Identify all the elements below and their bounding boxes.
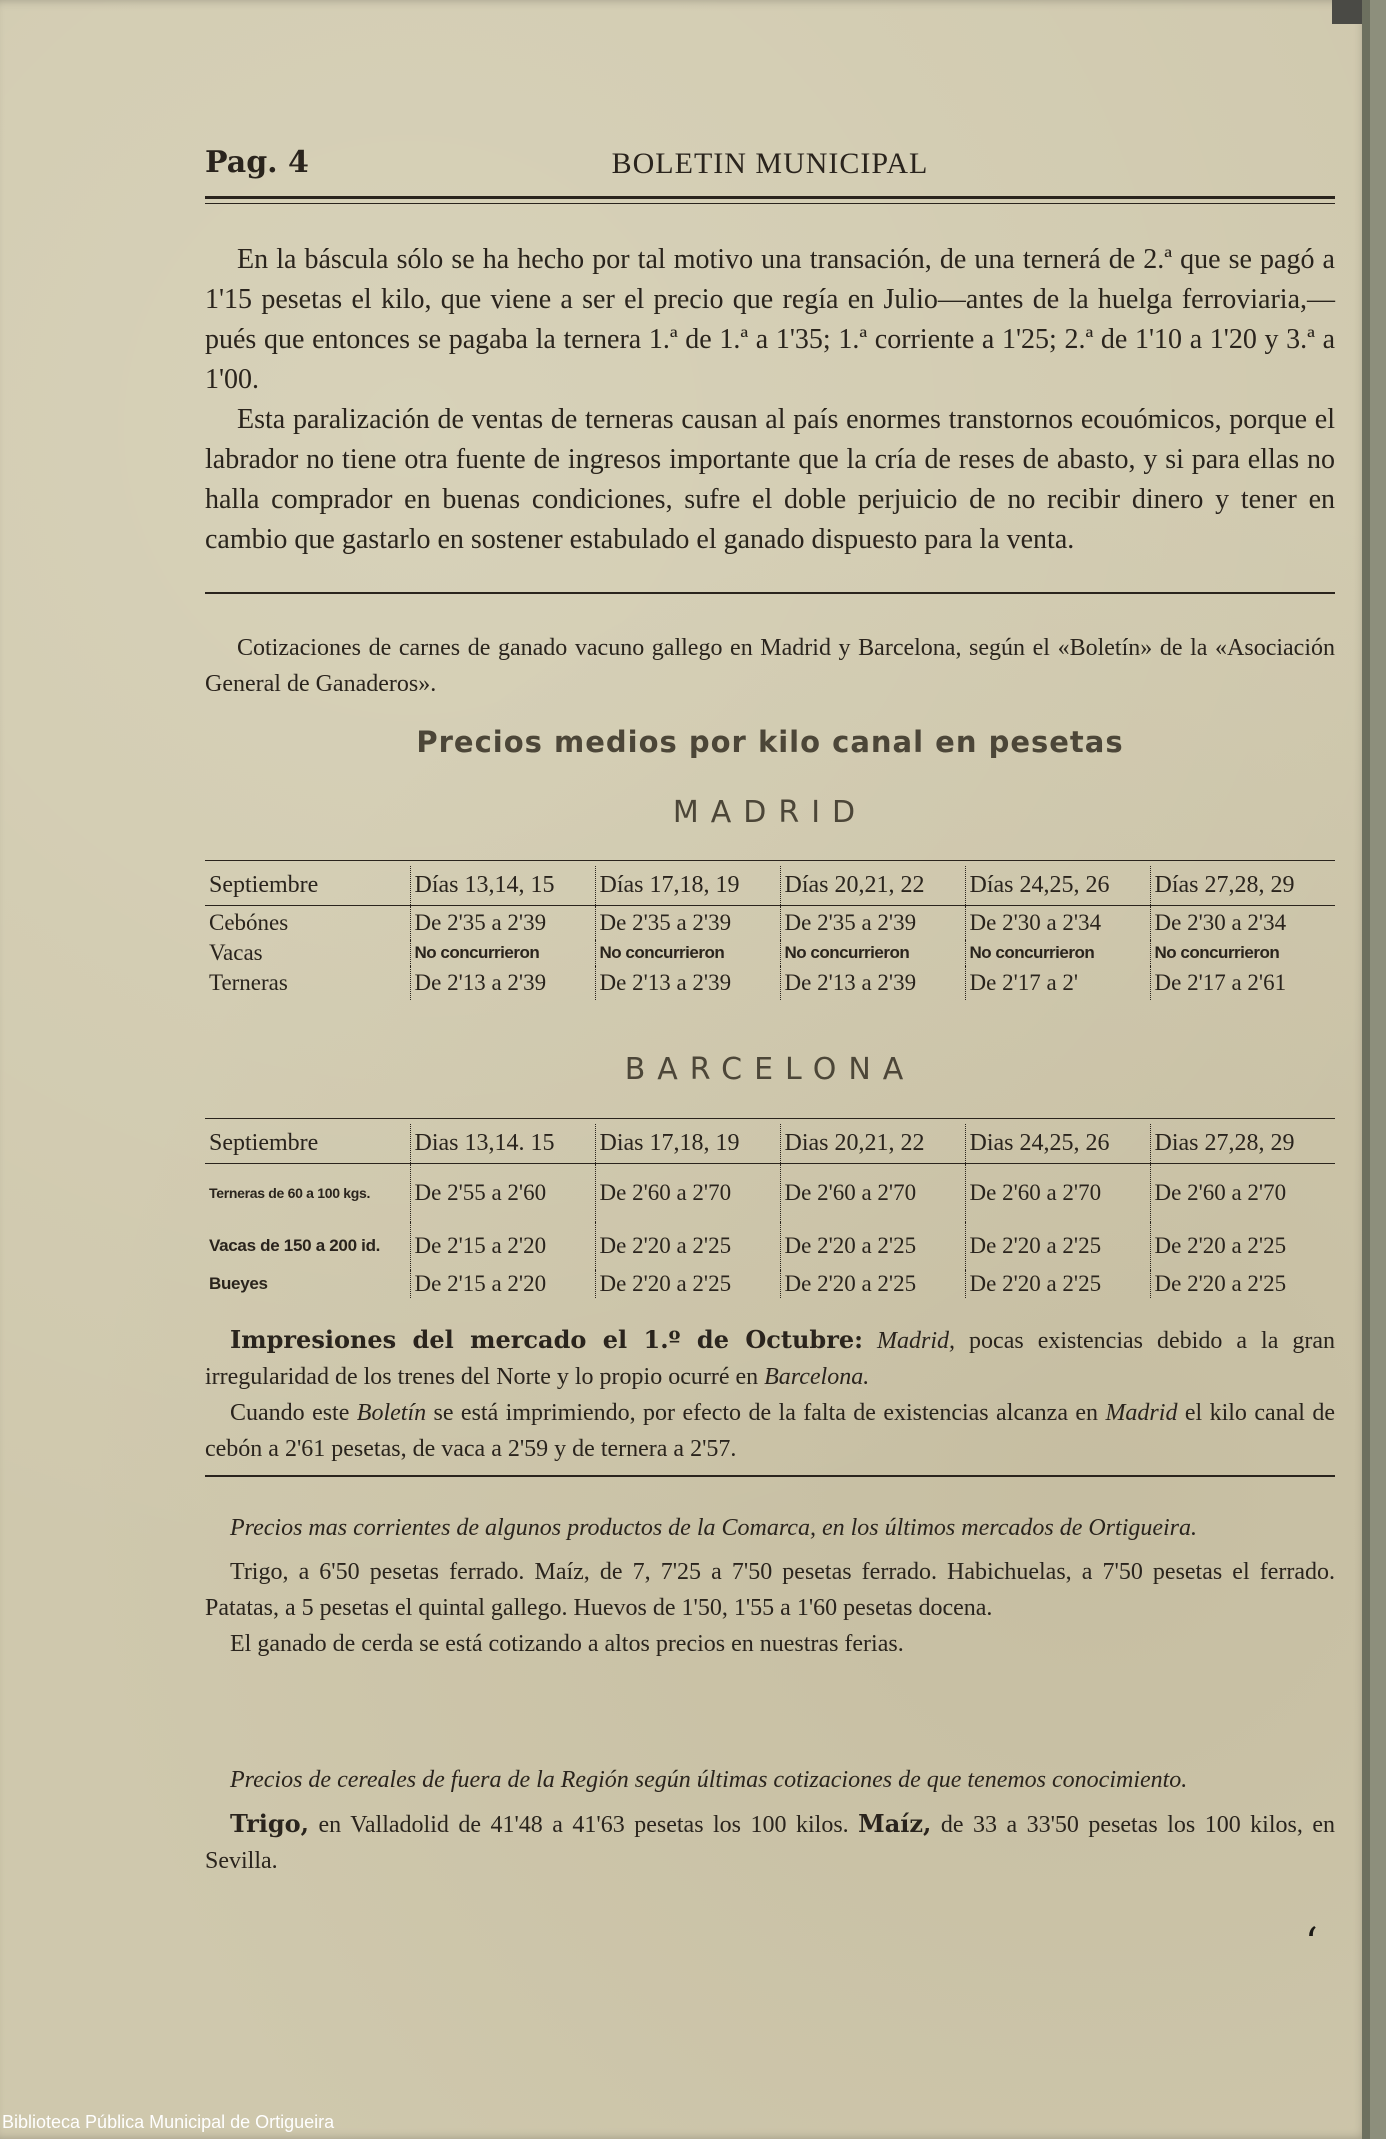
table-row [205,966,1335,1000]
barcelona-word: Barcelona. [764,1364,870,1390]
table-cell: De 2'13 a 2'39 [595,966,780,1000]
table-cell: No concurrieron [595,940,780,966]
table-cell: De 2'15 a 2'20 [410,1270,595,1298]
column-header: Dias 13,14. 15 [410,1124,595,1164]
comarca-prices: Trigo, a 6'50 pesetas ferrado. Maíz, de 7, 7'25 a 7'50 pesetas ferrado. Habichuelas, a 7'50 pesetas el ferrado. Patatas, a 5 pesetas el quintal gallego. Huevos de 1'50, 1'55 a 1'60 pesetas docena. [205,1559,1335,1621]
trigo-word: Trigo, [230,1809,310,1838]
column-header: Septiembre [205,1124,410,1164]
barcelona-heading: BARCELONA [624,1052,916,1087]
row-label: Cebónes [209,909,289,935]
madrid-price-table [205,866,1335,1000]
table-cell: De 2'20 a 2'25 [1150,1222,1335,1270]
impresiones-section: Impresiones del mercado el 1.º de Octubre: Madrid, pocas existencias debido a la gran irregularidad de los trenes del Norte y lo propio ocurré en Barcelona. Cuando este Boletín se está imprimiendo, por efecto de la falta de existencias alcanza en Madrid el kilo canal de cebón a 2'61 pesetas, de vaca a 2'59 y de ternera a 2'57. [205,1325,1336,1462]
barcelona-price-table [205,1124,1335,1298]
table-cell: De 2'60 a 2'70 [1150,1164,1335,1222]
page-fold [1362,0,1370,2139]
table-cell: No concurrieron [1150,940,1335,966]
table-cell: De 2'20 a 2'25 [1150,1270,1335,1298]
table-row [205,1164,1335,1222]
column-header: Dias 17,18, 19 [595,1124,780,1164]
table-row [205,940,1335,966]
table-cell: De 2'20 a 2'25 [965,1222,1150,1270]
table-cell: No concurrieron [780,940,965,966]
intro-paragraph-2: Esta paralización de ventas de terneras causan al país enormes transtornos ecouómicos, porque el labrador no tiene otra fuente de ingresos importante que la cría de reses de abasto, y si para ellas no halla comprador en buenas condiciones, sufre el doble perjuicio de no recibir dinero y tener en cambio que gastarlo en sostener estabulado el ganado dispuesto para la venta. [205,404,1335,555]
table-cell: De 2'30 a 2'34 [965,906,1150,940]
table-cell: De 2'60 a 2'70 [595,1164,780,1222]
library-credit: Biblioteca Pública Municipal de Ortigueira [2,2112,335,2132]
impresiones-heading: Impresiones del mercado el 1.º de Octubre: [230,1325,863,1354]
row-label: Terneras de 60 a 100 kgs. [209,1184,371,1201]
table-cell: De 2'55 a 2'60 [410,1164,595,1222]
table-cell: De 2'20 a 2'25 [595,1270,780,1298]
table-cell: De 2'20 a 2'25 [780,1222,965,1270]
prices-subtitle: Precios medios por kilo canal en pesetas [416,725,1124,759]
column-header: Días 13,14, 15 [410,866,595,906]
section-divider [205,1475,1335,1477]
table-cell: De 2'35 a 2'39 [410,906,595,940]
row-label: Terneras [209,969,288,995]
table-row [205,906,1335,940]
ink-mark: ʻ [1305,1920,1318,1966]
boletin-word: Boletín [356,1400,427,1426]
maiz-word: Maíz, [858,1809,932,1838]
table-cell: De 2'13 a 2'39 [780,966,965,1000]
row-label: Vacas [209,939,263,965]
table-cell: De 2'35 a 2'39 [780,906,965,940]
header-rule [205,196,1335,204]
cotizaciones-intro: Cotizaciones de carnes de ganado vacuno gallego en Madrid y Barcelona, según el «Boletín» de la «Asociación General de Ganaderos». [205,635,1335,697]
column-header: Dias 20,21, 22 [780,1124,965,1164]
comarca-heading: Precios mas corrientes de algunos productos de la Comarca, en los últimos mercados de Ortigueira. [230,1515,1198,1541]
table-cell: De 2'13 a 2'39 [410,966,595,1000]
table-row [205,1222,1335,1270]
column-header: Días 17,18, 19 [595,866,780,906]
madrid-heading: MADRID [672,795,868,830]
column-header: Días 20,21, 22 [780,866,965,906]
table-cell: De 2'60 a 2'70 [965,1164,1150,1222]
comarca-section [205,1510,1335,1662]
comarca-note: El ganado de cerda se está cotizando a altos precios en nuestras ferias. [230,1631,904,1657]
table-cell: No concurrieron [410,940,595,966]
publication-title: BOLETIN MUNICIPAL [611,147,929,180]
madrid-word: Madrid, [877,1328,956,1354]
intro-paragraph-1: En la báscula sólo se ha hecho por tal motivo una transación, de una ternerá de 2.ª que se pagó a 1'15 pesetas el kilo, que viene a ser el precio que regía en Julio—antes de la huelga ferroviaria,—pués que entonces se pagaba la ternera 1.ª de 1.ª a 1'35; 1.ª corriente a 1'25; 2.ª de 1'10 a 1'20 y 3.ª a 1'00. [205,244,1335,395]
column-header: Días 27,28, 29 [1150,866,1335,906]
page-header [205,145,1335,189]
intro-text [205,240,1335,560]
row-label: Vacas de 150 a 200 id. [209,1235,381,1255]
column-header: Dias 24,25, 26 [965,1124,1150,1164]
table-cell: De 2'17 a 2' [965,966,1150,1000]
column-header: Septiembre [205,866,410,906]
table-cell: De 2'20 a 2'25 [965,1270,1150,1298]
page-corner [1332,0,1362,24]
table-cell: De 2'30 a 2'34 [1150,906,1335,940]
table-cell: De 2'35 a 2'39 [595,906,780,940]
column-header: Días 24,25, 26 [965,866,1150,906]
table-cell: De 2'20 a 2'25 [780,1270,965,1298]
madrid-word: Madrid [1105,1400,1178,1426]
column-header: Dias 27,28, 29 [1150,1124,1335,1164]
table-cell: De 2'17 a 2'61 [1150,966,1335,1000]
table-header-row [205,866,1335,906]
table-cell: De 2'20 a 2'25 [595,1222,780,1270]
table-row [205,1270,1335,1298]
table-header-row [205,1124,1335,1164]
impresiones-text: pocas existencias debido a la gran irregularidad de los trenes del Norte y lo propio ocurré en [205,1328,1336,1390]
cereales-section: Precios de cereales de fuera de la Región según últimas cotizaciones de que tenemos conocimiento. Trigo, en Valladolid de 41'48 a 41'63 pesetas los 100 kilos. Maíz, de 33 a 33'50 pesetas los 100 kilos, en Sevilla. [205,1762,1335,1879]
row-label: Bueyes [209,1273,268,1293]
table-cell: No concurrieron [965,940,1150,966]
page-number: Pag. 4 [205,145,309,180]
section-divider [205,592,1335,594]
barcelona-top-rule [205,1118,1335,1119]
table-cell: De 2'60 a 2'70 [780,1164,965,1222]
cereales-heading: Precios de cereales de fuera de la Región según últimas cotizaciones de que tenemos conocimiento. [230,1767,1188,1793]
madrid-top-rule [205,860,1335,861]
table-cell: De 2'15 a 2'20 [410,1222,595,1270]
